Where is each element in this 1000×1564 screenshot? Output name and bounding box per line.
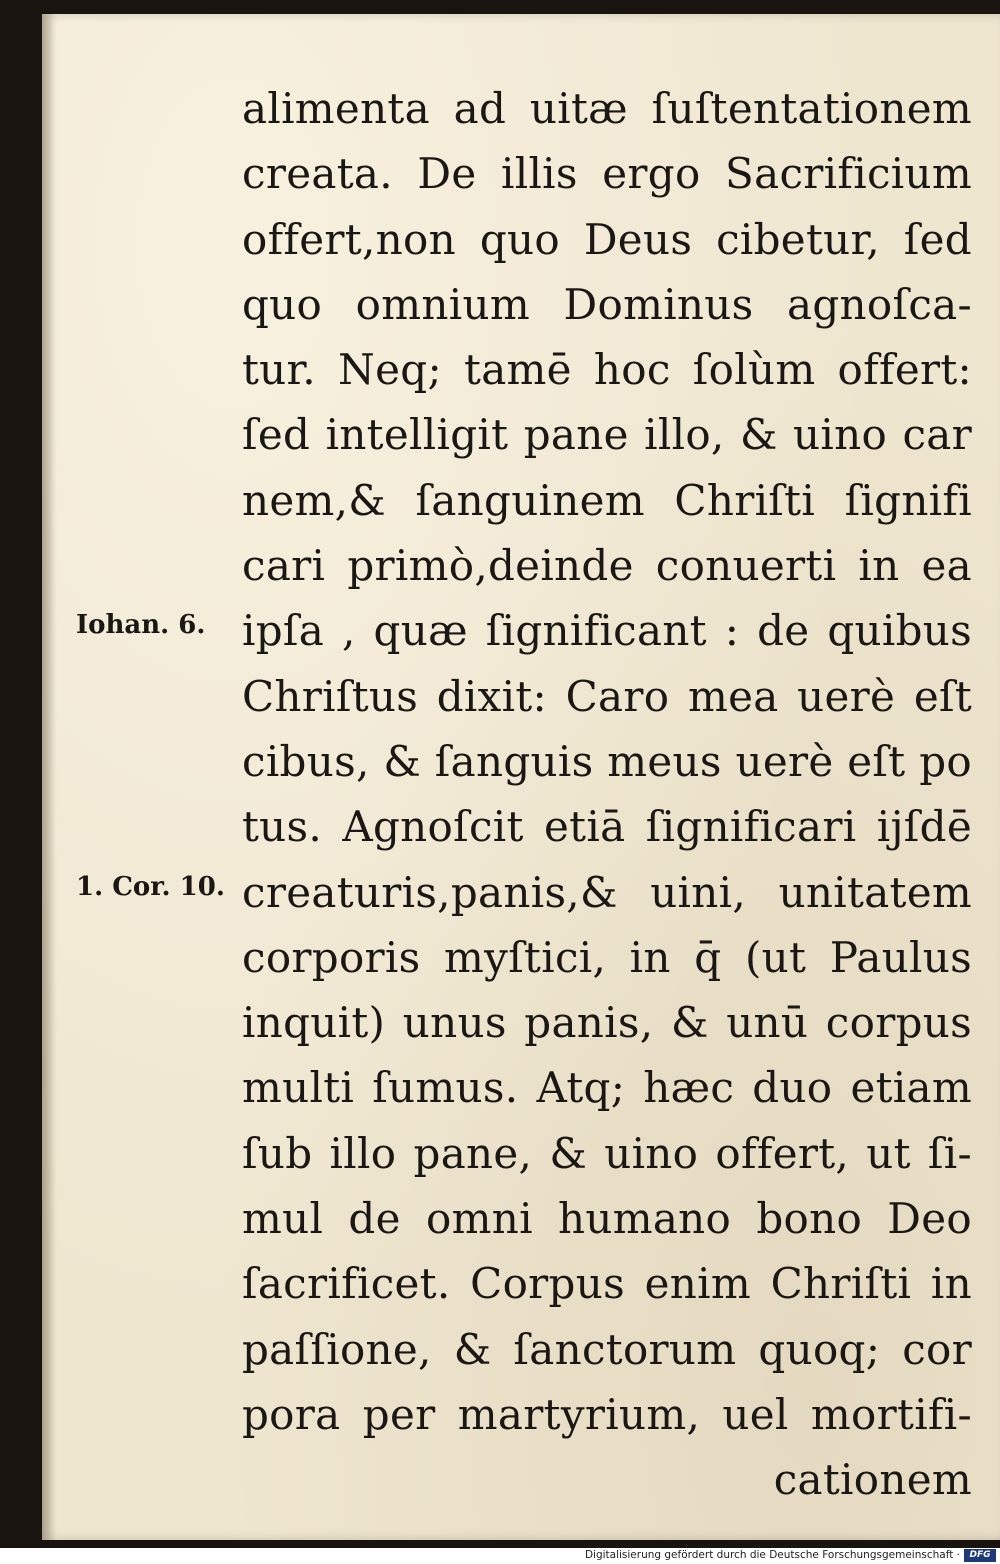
text-line: corporis myſtici, in q̄ (ut Paulus xyxy=(242,932,972,982)
text-line: paſſione, & ſanctorum quoq; cor xyxy=(242,1324,972,1374)
text-line: ſed intelligit pane illo, & uino car xyxy=(242,410,972,460)
footer-bar xyxy=(0,1548,1000,1564)
text-line: quo omnium Dominus agnoſca- xyxy=(242,279,972,329)
body-text xyxy=(242,76,972,1513)
text-line: nem,& ſanguinem Chriſti ſignifi xyxy=(242,475,972,525)
marginal-note-john: Iohan. 6. xyxy=(76,610,206,640)
book-page xyxy=(42,14,1000,1540)
text-line: mul de omni humano bono Deo xyxy=(242,1194,972,1244)
text-line: inquit) unus panis, & unū corpus xyxy=(242,998,972,1048)
text-line: multi ſumus. Atq; hæc duo etiam xyxy=(242,1063,972,1113)
text-line: cari primò,deinde conuerti in ea xyxy=(242,541,972,591)
text-line: ſacrificet. Corpus enim Chriſti in xyxy=(242,1259,972,1309)
text-line: creaturis,panis,& uini, unitatem xyxy=(242,867,972,917)
text-line: ipſa , quæ ſignificant : de quibus xyxy=(242,606,972,656)
text-line: Chriſtus dixit: Caro mea uerè eſt xyxy=(242,671,972,721)
text-line: alimenta ad uitæ ſuſtentationem xyxy=(242,84,972,133)
funding-credit: Digitalisierung gefördert durch die Deutsche Forschungsgemeinschaft · xyxy=(584,1549,960,1561)
catchword-line: cationem xyxy=(773,1455,972,1505)
text-line: pora per martyrium, uel mortifi- xyxy=(242,1389,972,1439)
text-line: ſub illo pane, & uino offert, ut ſi- xyxy=(242,1128,972,1178)
text-line: offert,non quo Deus cibetur, ſed xyxy=(242,214,972,264)
text-line: tus. Agnoſcit etiā ſignificari ijſdē xyxy=(242,802,972,852)
dfg-logo: DFG xyxy=(964,1549,996,1562)
text-line: tur. Neq; tamē hoc ſolùm offert: xyxy=(242,345,972,395)
text-line: cibus, & ſanguis meus uerè eſt po xyxy=(242,736,972,786)
marginal-note-corinthians: 1. Cor. 10. xyxy=(76,872,225,902)
page-gutter-shadow xyxy=(42,14,56,1540)
text-line: creata. De illis ergo Sacrificium xyxy=(242,149,972,199)
